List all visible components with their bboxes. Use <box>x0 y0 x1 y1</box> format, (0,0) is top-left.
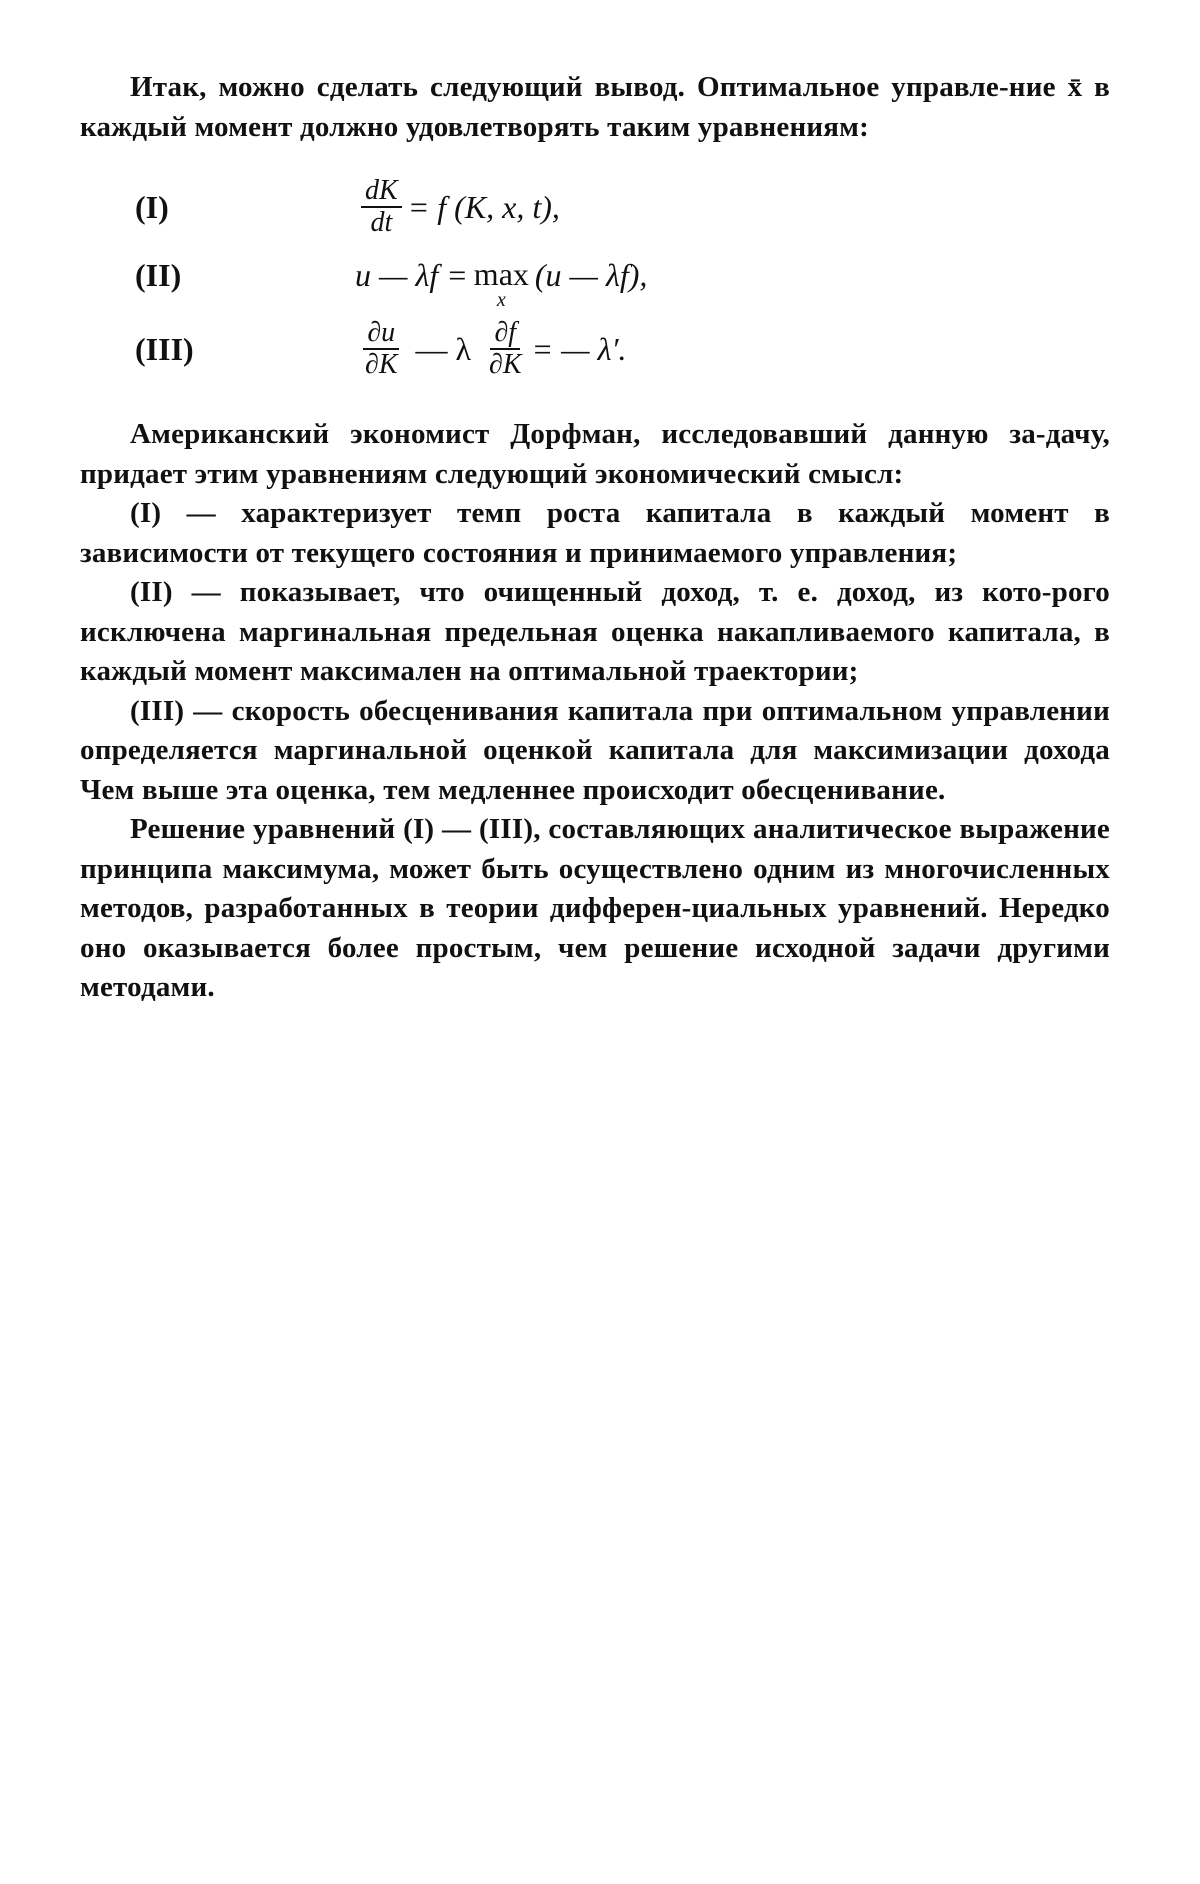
equation-2 <box>80 241 1110 309</box>
equation-block <box>80 173 1110 389</box>
page-body <box>80 68 1110 1008</box>
equation-body-3: $\frac{\partial u}{\partial K}$ — λ $\frac{\partial f}{\partial K}$ = — λ′. <box>355 318 626 380</box>
equation-body-1: $\frac{dK}{dt}$ = f (K, x, t), <box>355 176 560 238</box>
equation-label-3: (III) <box>135 330 194 367</box>
fraction-df-dk: $\frac{\partial f}{\partial K}$ <box>489 317 522 380</box>
intro-paragraph: Итак, можно сделать следующий вывод. Оптимальное управле-ние x̄ в каждый момент должно удовлетворять таким уравнениям: <box>80 71 1110 143</box>
paragraph-eq2-meaning: (II) — показывает, что очищенный доход, т. е. доход, из кото-рого исключена маргинальная предельная оценка накапливаемого капитала, в каждый момент максимален на оптимальной траектории; <box>80 576 1110 687</box>
equation-body-2: u — λf = max x (u — λf), <box>355 256 648 311</box>
equation-3 <box>80 309 1110 389</box>
paragraph-eq1-meaning: (I) — характеризует темп роста капитала в каждый момент в зависимости от текущего состояния и принимаемого управления; <box>80 497 1110 569</box>
max-operator: max x <box>473 256 529 311</box>
equation-label-2: (II) <box>135 256 182 293</box>
paragraph-solution: Решение уравнений (I) — (III), составляющих аналитическое выражение принципа максимума, может быть осуществлено одним из многочисленных методов, разработанных в теории дифферен-циальных уравнений. Нередко оно оказывается более простым, чем решение исходной задачи другими методами. <box>80 813 1110 1003</box>
fraction-dk-dt: $\frac{dK}{dt}$ <box>361 176 402 238</box>
equation-1 <box>80 173 1110 241</box>
equation-label-1: (I) <box>135 188 169 225</box>
fraction-du-dk: $\frac{\partial u}{\partial K}$ <box>365 317 398 380</box>
paragraph-dorfman: Американский экономист Дорфман, исследовавший данную за-дачу, придает этим уравнениям следующий экономический смысл: <box>80 418 1110 490</box>
paragraph-eq3-meaning: (III) — скорость обесценивания капитала при оптимальном управлении определяется маргинальной оценкой капитала для максимизации дохода Чем выше эта оценка, тем медленнее происходит обесценивание. <box>80 694 1110 806</box>
